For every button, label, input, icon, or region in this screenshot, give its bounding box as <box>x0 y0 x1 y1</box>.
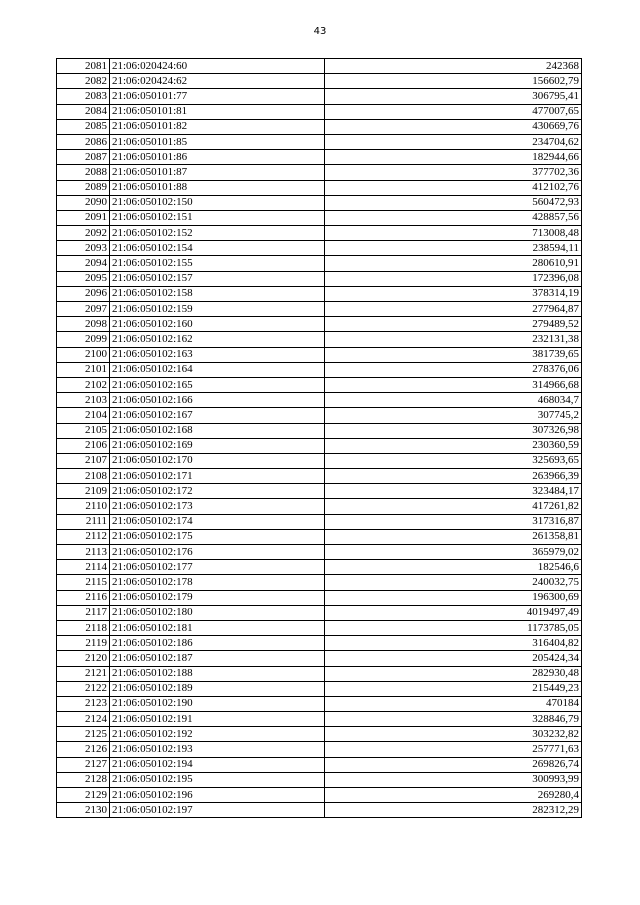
row-number-cell: 2101 <box>57 362 110 377</box>
cadastral-value-cell: 306795,41 <box>325 89 582 104</box>
cadastral-number-cell: 21:06:050102:176 <box>110 545 325 560</box>
cadastral-number-cell: 21:06:050102:151 <box>110 210 325 225</box>
table-row <box>57 696 582 711</box>
cadastral-value-cell: 269280,4 <box>325 788 582 803</box>
cadastral-value-cell: 316404,82 <box>325 636 582 651</box>
table-row <box>57 438 582 453</box>
row-number-cell: 2095 <box>57 271 110 286</box>
cadastral-value-cell: 257771,63 <box>325 742 582 757</box>
cadastral-number-cell: 21:06:050102:164 <box>110 362 325 377</box>
row-number-cell: 2102 <box>57 377 110 392</box>
page-number: 43 <box>313 26 327 37</box>
cadastral-number-cell: 21:06:050102:167 <box>110 408 325 423</box>
cadastral-value-cell: 277964,87 <box>325 302 582 317</box>
row-number-cell: 2083 <box>57 89 110 104</box>
table-row <box>57 742 582 757</box>
cadastral-number-cell: 21:06:050102:171 <box>110 469 325 484</box>
cadastral-number-cell: 21:06:050102:160 <box>110 317 325 332</box>
table-row <box>57 226 582 241</box>
cadastral-number-cell: 21:06:050102:175 <box>110 529 325 544</box>
table-row <box>57 104 582 119</box>
cadastral-value-cell: 278376,06 <box>325 362 582 377</box>
row-number-cell: 2126 <box>57 742 110 757</box>
cadastral-value-cell: 560472,93 <box>325 195 582 210</box>
cadastral-value-table <box>56 58 582 818</box>
cadastral-number-cell: 21:06:050102:195 <box>110 772 325 787</box>
cadastral-value-cell: 196300,69 <box>325 590 582 605</box>
cadastral-number-cell: 21:06:050101:87 <box>110 165 325 180</box>
cadastral-number-cell: 21:06:050102:194 <box>110 757 325 772</box>
row-number-cell: 2100 <box>57 347 110 362</box>
row-number-cell: 2104 <box>57 408 110 423</box>
table-row <box>57 195 582 210</box>
row-number-cell: 2122 <box>57 681 110 696</box>
cadastral-value-cell: 4019497,49 <box>325 605 582 620</box>
row-number-cell: 2116 <box>57 590 110 605</box>
cadastral-value-cell: 238594,11 <box>325 241 582 256</box>
table-row <box>57 180 582 195</box>
cadastral-value-cell: 282930,48 <box>325 666 582 681</box>
cadastral-value-cell: 279489,52 <box>325 317 582 332</box>
row-number-cell: 2085 <box>57 119 110 134</box>
cadastral-value-cell: 430669,76 <box>325 119 582 134</box>
table-row <box>57 241 582 256</box>
cadastral-value-cell: 172396,08 <box>325 271 582 286</box>
cadastral-number-cell: 21:06:050102:192 <box>110 727 325 742</box>
cadastral-number-cell: 21:06:050102:186 <box>110 636 325 651</box>
table-row <box>57 408 582 423</box>
cadastral-value-cell: 381739,65 <box>325 347 582 362</box>
table-row <box>57 256 582 271</box>
cadastral-value-cell: 242368 <box>325 59 582 74</box>
cadastral-value-cell: 303232,82 <box>325 727 582 742</box>
table-row <box>57 757 582 772</box>
row-number-cell: 2082 <box>57 74 110 89</box>
row-number-cell: 2107 <box>57 453 110 468</box>
table-row <box>57 210 582 225</box>
table-row <box>57 423 582 438</box>
row-number-cell: 2127 <box>57 757 110 772</box>
table-row <box>57 499 582 514</box>
cadastral-number-cell: 21:06:050102:193 <box>110 742 325 757</box>
table-row <box>57 74 582 89</box>
table-row <box>57 347 582 362</box>
cadastral-number-cell: 21:06:050102:155 <box>110 256 325 271</box>
row-number-cell: 2089 <box>57 180 110 195</box>
table-row <box>57 681 582 696</box>
cadastral-number-cell: 21:06:050102:188 <box>110 666 325 681</box>
row-number-cell: 2099 <box>57 332 110 347</box>
row-number-cell: 2094 <box>57 256 110 271</box>
cadastral-value-cell: 325693,65 <box>325 453 582 468</box>
cadastral-number-cell: 21:06:050102:178 <box>110 575 325 590</box>
cadastral-value-cell: 307745,2 <box>325 408 582 423</box>
row-number-cell: 2121 <box>57 666 110 681</box>
cadastral-number-cell: 21:06:020424:62 <box>110 74 325 89</box>
cadastral-number-cell: 21:06:050102:179 <box>110 590 325 605</box>
table-row <box>57 545 582 560</box>
row-number-cell: 2103 <box>57 393 110 408</box>
cadastral-number-cell: 21:06:050102:190 <box>110 696 325 711</box>
cadastral-value-cell: 307326,98 <box>325 423 582 438</box>
cadastral-value-cell: 468034,7 <box>325 393 582 408</box>
table-row <box>57 165 582 180</box>
row-number-cell: 2097 <box>57 302 110 317</box>
cadastral-number-cell: 21:06:050101:88 <box>110 180 325 195</box>
cadastral-number-cell: 21:06:050102:180 <box>110 605 325 620</box>
row-number-cell: 2092 <box>57 226 110 241</box>
cadastral-number-cell: 21:06:050102:189 <box>110 681 325 696</box>
row-number-cell: 2129 <box>57 788 110 803</box>
cadastral-number-cell: 21:06:020424:60 <box>110 59 325 74</box>
table-row <box>57 119 582 134</box>
cadastral-number-cell: 21:06:050102:159 <box>110 302 325 317</box>
cadastral-number-cell: 21:06:050102:163 <box>110 347 325 362</box>
cadastral-value-cell: 470184 <box>325 696 582 711</box>
row-number-cell: 2120 <box>57 651 110 666</box>
table-row <box>57 484 582 499</box>
cadastral-value-cell: 156602,79 <box>325 74 582 89</box>
row-number-cell: 2111 <box>57 514 110 529</box>
table-row <box>57 286 582 301</box>
row-number-cell: 2110 <box>57 499 110 514</box>
table-row <box>57 772 582 787</box>
table-row <box>57 666 582 681</box>
cadastral-value-cell: 205424,34 <box>325 651 582 666</box>
cadastral-number-cell: 21:06:050101:82 <box>110 119 325 134</box>
cadastral-number-cell: 21:06:050102:197 <box>110 803 325 818</box>
row-number-cell: 2090 <box>57 195 110 210</box>
cadastral-number-cell: 21:06:050101:85 <box>110 134 325 149</box>
row-number-cell: 2105 <box>57 423 110 438</box>
cadastral-number-cell: 21:06:050102:170 <box>110 453 325 468</box>
row-number-cell: 2123 <box>57 696 110 711</box>
table-row <box>57 514 582 529</box>
table-row <box>57 271 582 286</box>
cadastral-number-cell: 21:06:050102:191 <box>110 712 325 727</box>
cadastral-value-cell: 263966,39 <box>325 469 582 484</box>
cadastral-number-cell: 21:06:050102:174 <box>110 514 325 529</box>
row-number-cell: 2091 <box>57 210 110 225</box>
cadastral-number-cell: 21:06:050102:158 <box>110 286 325 301</box>
cadastral-value-cell: 269826,74 <box>325 757 582 772</box>
row-number-cell: 2119 <box>57 636 110 651</box>
table-row <box>57 560 582 575</box>
cadastral-number-cell: 21:06:050102:165 <box>110 377 325 392</box>
cadastral-number-cell: 21:06:050102:169 <box>110 438 325 453</box>
table-row <box>57 712 582 727</box>
cadastral-value-cell: 280610,91 <box>325 256 582 271</box>
table-row <box>57 727 582 742</box>
table-body <box>57 59 582 818</box>
table-row <box>57 590 582 605</box>
row-number-cell: 2113 <box>57 545 110 560</box>
table-row <box>57 651 582 666</box>
cadastral-value-cell: 417261,82 <box>325 499 582 514</box>
table-row <box>57 788 582 803</box>
table-row <box>57 529 582 544</box>
cadastral-number-cell: 21:06:050102:196 <box>110 788 325 803</box>
row-number-cell: 2112 <box>57 529 110 544</box>
row-number-cell: 2124 <box>57 712 110 727</box>
cadastral-value-cell: 328846,79 <box>325 712 582 727</box>
row-number-cell: 2087 <box>57 150 110 165</box>
table-row <box>57 393 582 408</box>
row-number-cell: 2088 <box>57 165 110 180</box>
cadastral-value-cell: 477007,65 <box>325 104 582 119</box>
row-number-cell: 2117 <box>57 605 110 620</box>
table-row <box>57 59 582 74</box>
cadastral-value-cell: 378314,19 <box>325 286 582 301</box>
row-number-cell: 2093 <box>57 241 110 256</box>
table-row <box>57 89 582 104</box>
row-number-cell: 2084 <box>57 104 110 119</box>
row-number-cell: 2086 <box>57 134 110 149</box>
cadastral-value-cell: 234704,62 <box>325 134 582 149</box>
cadastral-number-cell: 21:06:050102:187 <box>110 651 325 666</box>
cadastral-value-cell: 182944,66 <box>325 150 582 165</box>
cadastral-value-cell: 261358,81 <box>325 529 582 544</box>
cadastral-number-cell: 21:06:050102:154 <box>110 241 325 256</box>
cadastral-number-cell: 21:06:050102:177 <box>110 560 325 575</box>
row-number-cell: 2130 <box>57 803 110 818</box>
cadastral-value-cell: 317316,87 <box>325 514 582 529</box>
table-row <box>57 469 582 484</box>
table-row <box>57 377 582 392</box>
row-number-cell: 2081 <box>57 59 110 74</box>
cadastral-value-cell: 232131,38 <box>325 332 582 347</box>
row-number-cell: 2115 <box>57 575 110 590</box>
cadastral-number-cell: 21:06:050102:181 <box>110 620 325 635</box>
row-number-cell: 2125 <box>57 727 110 742</box>
cadastral-value-cell: 377702,36 <box>325 165 582 180</box>
cadastral-value-cell: 412102,76 <box>325 180 582 195</box>
cadastral-value-cell: 428857,56 <box>325 210 582 225</box>
cadastral-number-cell: 21:06:050102:168 <box>110 423 325 438</box>
cadastral-value-cell: 713008,48 <box>325 226 582 241</box>
cadastral-number-cell: 21:06:050102:173 <box>110 499 325 514</box>
cadastral-number-cell: 21:06:050101:81 <box>110 104 325 119</box>
cadastral-value-cell: 323484,17 <box>325 484 582 499</box>
cadastral-number-cell: 21:06:050102:152 <box>110 226 325 241</box>
cadastral-value-cell: 240032,75 <box>325 575 582 590</box>
table-row <box>57 302 582 317</box>
cadastral-value-cell: 215449,23 <box>325 681 582 696</box>
cadastral-number-cell: 21:06:050102:172 <box>110 484 325 499</box>
cadastral-value-cell: 182546,6 <box>325 560 582 575</box>
table-row <box>57 150 582 165</box>
row-number-cell: 2096 <box>57 286 110 301</box>
cadastral-value-cell: 230360,59 <box>325 438 582 453</box>
table-row <box>57 605 582 620</box>
cadastral-number-cell: 21:06:050102:150 <box>110 195 325 210</box>
cadastral-value-cell: 1173785,05 <box>325 620 582 635</box>
row-number-cell: 2128 <box>57 772 110 787</box>
row-number-cell: 2118 <box>57 620 110 635</box>
cadastral-value-cell: 300993,99 <box>325 772 582 787</box>
cadastral-number-cell: 21:06:050101:77 <box>110 89 325 104</box>
row-number-cell: 2108 <box>57 469 110 484</box>
row-number-cell: 2114 <box>57 560 110 575</box>
table-row <box>57 453 582 468</box>
row-number-cell: 2106 <box>57 438 110 453</box>
table-row <box>57 332 582 347</box>
table-row <box>57 317 582 332</box>
cadastral-number-cell: 21:06:050102:157 <box>110 271 325 286</box>
table-row <box>57 134 582 149</box>
row-number-cell: 2109 <box>57 484 110 499</box>
table-row <box>57 803 582 818</box>
table-row <box>57 362 582 377</box>
table-row <box>57 636 582 651</box>
cadastral-number-cell: 21:06:050102:166 <box>110 393 325 408</box>
table-row <box>57 575 582 590</box>
cadastral-number-cell: 21:06:050102:162 <box>110 332 325 347</box>
table-row <box>57 620 582 635</box>
cadastral-value-cell: 282312,29 <box>325 803 582 818</box>
row-number-cell: 2098 <box>57 317 110 332</box>
cadastral-value-cell: 365979,02 <box>325 545 582 560</box>
cadastral-value-cell: 314966,68 <box>325 377 582 392</box>
cadastral-number-cell: 21:06:050101:86 <box>110 150 325 165</box>
